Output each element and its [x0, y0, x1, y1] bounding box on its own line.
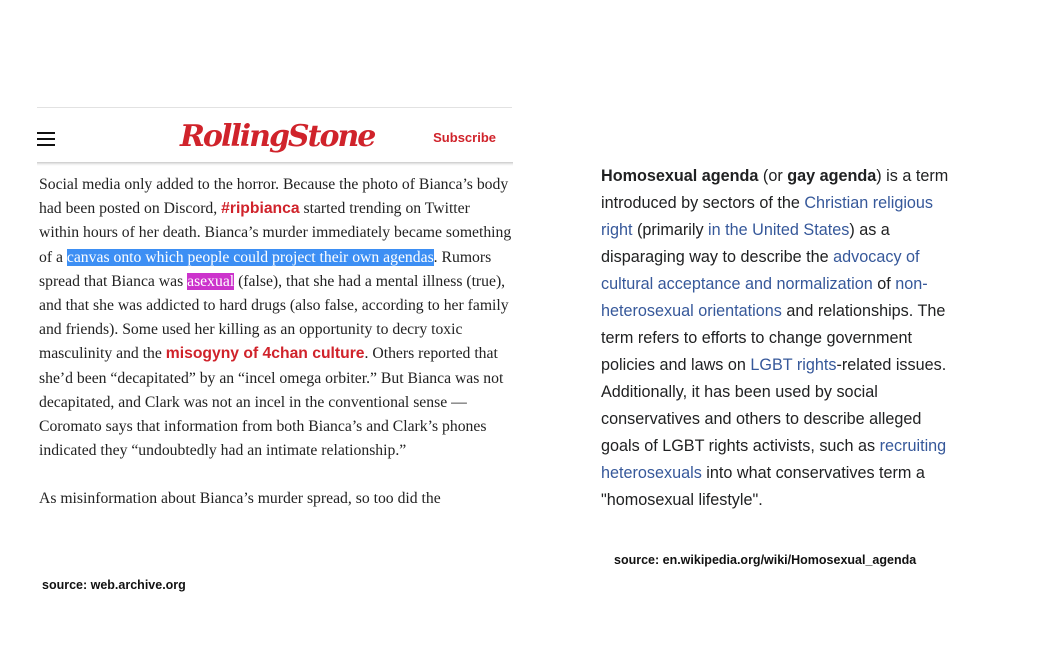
united-states-link[interactable]: in the United States: [708, 221, 850, 239]
christian-right-link[interactable]: Christian religious right: [601, 194, 934, 239]
recruiting-link[interactable]: recruiting heterosexuals: [601, 437, 947, 482]
subscribe-button[interactable]: Subscribe: [433, 130, 496, 145]
article-paragraph: Social media only added to the horror. Because the photo of Bianca’s body had been posted on Discord, #ripbianca started trending on Twitter within hours of her death. Bianca’s murder immediately became something of a canvas onto which people could project their own agendas. Rumors spread that Bianca was asexual (false), that she had a mental illness (true), and that she was addicted to hard drugs (also false, according to her family and friends). Some used her killing as an opportunity to decry toxic masculinity and the misogyny of 4chan culture. Others reported that she’d been “decapitated” by an “incel omega orbiter.” But Bianca was not decapitated, and Clark was not an incel in the conventional sense — Coromato says that information from both Bianca’s and Clark’s phones indicated they “undoubtedly had an intimate relationship.”: [39, 176, 512, 460]
highlighted-phrase: canvas onto which people could project their own agendas: [66, 248, 434, 266]
orientations-link[interactable]: non-heterosexual orientations: [601, 275, 928, 320]
rolling-stone-logo[interactable]: RollingStone: [180, 119, 375, 154]
wikipedia-paragraph: Homosexual agenda (or gay agenda) is a term introduced by sectors of the Christian religious right (primarily in the United States) as a disparaging way to describe the advocacy of cultural acceptance and normalization of non-heterosexual orientations and relationships. The term refers to efforts to change government policies and laws on LGBT rights-related issues. Additionally, it has been used by social conservatives and others to describe alleged goals of LGBT rights activists, such as recruiting heterosexuals into what conservatives term a "homosexual lifestyle".: [601, 167, 949, 509]
article-body: [39, 173, 513, 512]
article-paragraph: As misinformation about Bianca’s murder spread, so too did the: [39, 490, 441, 508]
misogyny-link[interactable]: misogyny of 4chan culture: [165, 345, 365, 363]
highlighted-word: asexual: [187, 272, 235, 290]
rolling-stone-source: source: web.archive.org: [42, 578, 186, 592]
lgbt-rights-link[interactable]: LGBT rights: [750, 356, 837, 374]
wikipedia-excerpt: [601, 163, 961, 514]
term-bold: gay agenda: [787, 167, 877, 185]
ripbianca-link[interactable]: #ripbianca: [221, 200, 300, 218]
wikipedia-source: source: en.wikipedia.org/wiki/Homosexual_agenda: [614, 553, 917, 567]
advocacy-link[interactable]: advocacy of cultural acceptance and normalization: [601, 248, 920, 293]
term-bold: Homosexual agenda: [601, 167, 759, 185]
rolling-stone-header: [37, 108, 512, 164]
header-shadow: [37, 162, 513, 166]
hamburger-menu-icon[interactable]: [37, 132, 55, 146]
